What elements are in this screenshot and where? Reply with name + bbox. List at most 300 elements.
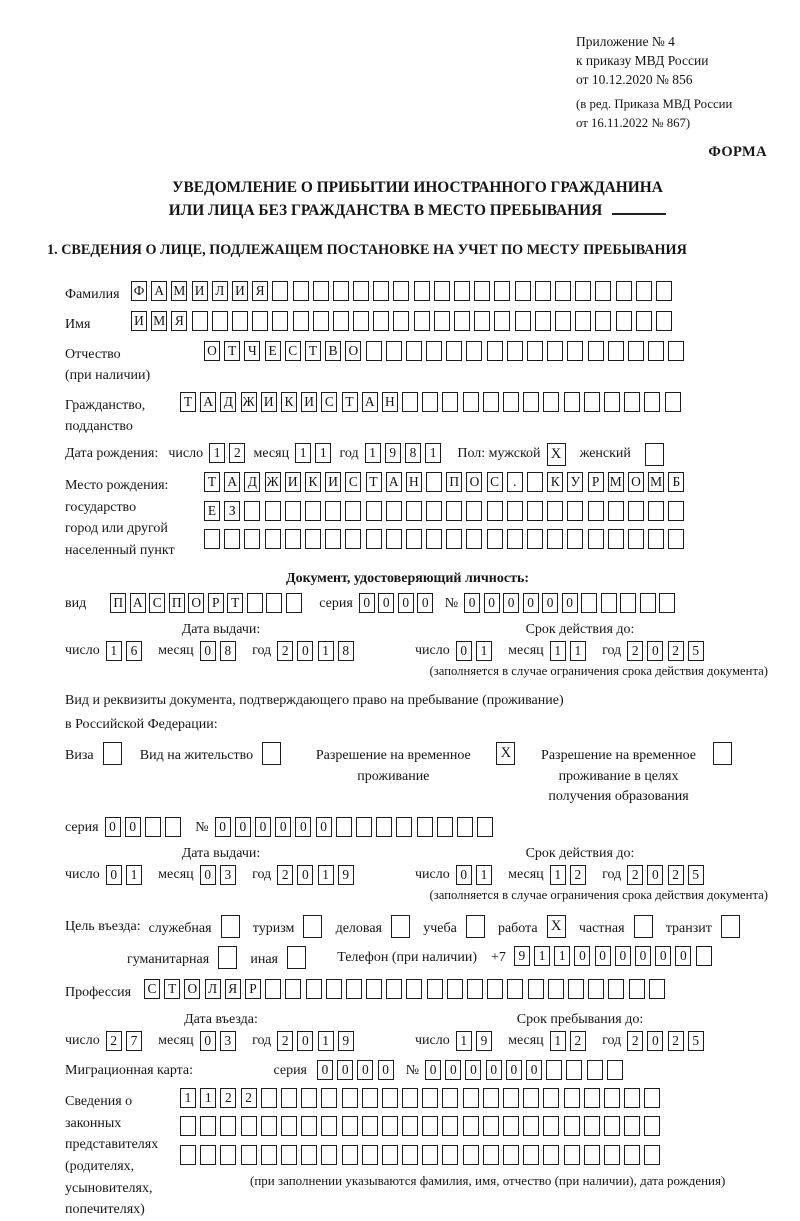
- purpose-official-checkbox[interactable]: [221, 915, 240, 938]
- entry-month-cell[interactable]: 3: [220, 1031, 236, 1051]
- residence-series-cell[interactable]: 0: [105, 817, 121, 837]
- residence-issue-month-cell[interactable]: 3: [220, 865, 236, 885]
- surname-cell[interactable]: И: [232, 281, 248, 301]
- purpose-transit-checkbox[interactable]: [721, 915, 740, 938]
- birthplace-cell[interactable]: А: [224, 472, 240, 492]
- identity-kind-cell[interactable]: [266, 593, 282, 613]
- profession-cell[interactable]: Л: [205, 979, 221, 999]
- birthplace-cell[interactable]: [446, 529, 462, 549]
- patronymic-cell[interactable]: [628, 341, 644, 361]
- patronymic-cell[interactable]: Е: [265, 341, 281, 361]
- birthplace-cell[interactable]: И: [325, 472, 341, 492]
- representative-cell[interactable]: [624, 1088, 640, 1108]
- entry-year-cell[interactable]: 1: [318, 1031, 334, 1051]
- visa-checkbox[interactable]: [103, 742, 122, 765]
- migration-number-cell[interactable]: 0: [425, 1060, 441, 1080]
- purpose-work-checkbox[interactable]: X: [547, 915, 566, 938]
- patronymic-cell[interactable]: [446, 341, 462, 361]
- residence-series-cell[interactable]: [145, 817, 161, 837]
- representative-cell[interactable]: [483, 1116, 499, 1136]
- firstname-cell[interactable]: [252, 311, 268, 331]
- residence-number-cell[interactable]: [437, 817, 453, 837]
- birth-month-cell[interactable]: 1: [295, 443, 311, 463]
- identity-number-cell[interactable]: 0: [484, 593, 500, 613]
- profession-cell[interactable]: С: [144, 979, 160, 999]
- representative-cell[interactable]: 2: [241, 1088, 257, 1108]
- stay-day-cell[interactable]: 1: [456, 1031, 472, 1051]
- identity-kind-cell[interactable]: П: [169, 593, 185, 613]
- entry-month-cell[interactable]: 0: [200, 1031, 216, 1051]
- birthplace-cell[interactable]: У: [567, 472, 583, 492]
- birthplace-cell[interactable]: П: [446, 472, 462, 492]
- identity-kind-cell[interactable]: П: [110, 593, 126, 613]
- birthplace-cell[interactable]: [608, 529, 624, 549]
- citizenship-cell[interactable]: [523, 392, 539, 412]
- identity-expiry-year-cell[interactable]: 2: [627, 641, 643, 661]
- representative-cell[interactable]: [584, 1088, 600, 1108]
- representative-cell[interactable]: [301, 1145, 317, 1165]
- birthplace-cell[interactable]: [406, 529, 422, 549]
- representative-cell[interactable]: [442, 1145, 458, 1165]
- patronymic-cell[interactable]: [668, 341, 684, 361]
- representative-cell[interactable]: [382, 1088, 398, 1108]
- residence-number-cell[interactable]: 0: [255, 817, 271, 837]
- stay-month-cell[interactable]: 2: [570, 1031, 586, 1051]
- birthplace-cell[interactable]: [507, 501, 523, 521]
- representative-cell[interactable]: [321, 1145, 337, 1165]
- representative-cell[interactable]: [241, 1145, 257, 1165]
- citizenship-cell[interactable]: [422, 392, 438, 412]
- birthplace-cell[interactable]: [668, 529, 684, 549]
- representative-cell[interactable]: [543, 1145, 559, 1165]
- citizenship-cell[interactable]: Н: [382, 392, 398, 412]
- firstname-cell[interactable]: [313, 311, 329, 331]
- representative-cell[interactable]: [564, 1116, 580, 1136]
- firstname-cell[interactable]: [232, 311, 248, 331]
- phone-cell[interactable]: 0: [615, 946, 631, 966]
- citizenship-cell[interactable]: Д: [220, 392, 236, 412]
- phone-cell[interactable]: 0: [574, 946, 590, 966]
- representative-cell[interactable]: 1: [180, 1088, 196, 1108]
- surname-cell[interactable]: М: [171, 281, 187, 301]
- phone-cell[interactable]: 0: [675, 946, 691, 966]
- surname-cell[interactable]: [656, 281, 672, 301]
- citizenship-cell[interactable]: Т: [180, 392, 196, 412]
- phone-cell[interactable]: 0: [595, 946, 611, 966]
- birthplace-cell[interactable]: [244, 529, 260, 549]
- sex-male-checkbox[interactable]: X: [547, 443, 566, 466]
- citizenship-cell[interactable]: [463, 392, 479, 412]
- surname-cell[interactable]: [636, 281, 652, 301]
- representative-cell[interactable]: [342, 1088, 358, 1108]
- birthplace-cell[interactable]: [588, 529, 604, 549]
- citizenship-cell[interactable]: [644, 392, 660, 412]
- residence-permit-checkbox[interactable]: [262, 742, 281, 765]
- patronymic-cell[interactable]: [406, 341, 422, 361]
- birth-year-cell[interactable]: 1: [425, 443, 441, 463]
- birthplace-cell[interactable]: [386, 501, 402, 521]
- profession-cell[interactable]: [366, 979, 382, 999]
- surname-cell[interactable]: [575, 281, 591, 301]
- birthplace-cell[interactable]: [305, 501, 321, 521]
- identity-number-cell[interactable]: [601, 593, 617, 613]
- representative-cell[interactable]: [281, 1088, 297, 1108]
- birthplace-cell[interactable]: [325, 529, 341, 549]
- entry-day-cell[interactable]: 7: [126, 1031, 142, 1051]
- representative-cell[interactable]: [564, 1145, 580, 1165]
- representative-cell[interactable]: [321, 1116, 337, 1136]
- migration-series-cell[interactable]: 0: [378, 1060, 394, 1080]
- representative-cell[interactable]: [624, 1145, 640, 1165]
- profession-cell[interactable]: [588, 979, 604, 999]
- representative-cell[interactable]: [543, 1116, 559, 1136]
- citizenship-cell[interactable]: [442, 392, 458, 412]
- birth-year-cell[interactable]: 8: [405, 443, 421, 463]
- residence-number-cell[interactable]: 0: [275, 817, 291, 837]
- representative-cell[interactable]: [483, 1145, 499, 1165]
- identity-issue-day-cell[interactable]: 1: [106, 641, 122, 661]
- surname-cell[interactable]: [535, 281, 551, 301]
- representative-cell[interactable]: [483, 1088, 499, 1108]
- identity-issue-year-cell[interactable]: 8: [338, 641, 354, 661]
- residence-expiry-day-cell[interactable]: 0: [456, 865, 472, 885]
- citizenship-cell[interactable]: И: [261, 392, 277, 412]
- identity-series-cell[interactable]: 0: [378, 593, 394, 613]
- profession-cell[interactable]: [265, 979, 281, 999]
- temp-residence-checkbox[interactable]: X: [496, 742, 515, 765]
- representative-cell[interactable]: [503, 1116, 519, 1136]
- firstname-cell[interactable]: [494, 311, 510, 331]
- surname-cell[interactable]: [494, 281, 510, 301]
- migration-number-cell[interactable]: 0: [445, 1060, 461, 1080]
- profession-cell[interactable]: [386, 979, 402, 999]
- birthplace-cell[interactable]: [507, 529, 523, 549]
- birth-year-cell[interactable]: 1: [365, 443, 381, 463]
- representative-cell[interactable]: [261, 1088, 277, 1108]
- identity-kind-cell[interactable]: С: [149, 593, 165, 613]
- birthplace-cell[interactable]: [567, 529, 583, 549]
- citizenship-cell[interactable]: [402, 392, 418, 412]
- citizenship-cell[interactable]: [503, 392, 519, 412]
- purpose-study-checkbox[interactable]: [466, 915, 485, 938]
- citizenship-cell[interactable]: [624, 392, 640, 412]
- representative-cell[interactable]: [523, 1116, 539, 1136]
- residence-issue-day-cell[interactable]: 1: [126, 865, 142, 885]
- surname-cell[interactable]: [353, 281, 369, 301]
- representative-cell[interactable]: [342, 1145, 358, 1165]
- birthplace-cell[interactable]: [527, 472, 543, 492]
- patronymic-cell[interactable]: [426, 341, 442, 361]
- birthplace-cell[interactable]: [466, 501, 482, 521]
- representative-cell[interactable]: [523, 1145, 539, 1165]
- migration-series-cell[interactable]: 0: [317, 1060, 333, 1080]
- birthplace-cell[interactable]: З: [224, 501, 240, 521]
- patronymic-cell[interactable]: С: [285, 341, 301, 361]
- surname-cell[interactable]: [414, 281, 430, 301]
- profession-cell[interactable]: [507, 979, 523, 999]
- surname-cell[interactable]: А: [151, 281, 167, 301]
- profession-cell[interactable]: [568, 979, 584, 999]
- birthplace-cell[interactable]: А: [386, 472, 402, 492]
- birthplace-cell[interactable]: Ж: [265, 472, 281, 492]
- birthplace-cell[interactable]: [426, 472, 442, 492]
- patronymic-cell[interactable]: [366, 341, 382, 361]
- birthplace-cell[interactable]: [547, 529, 563, 549]
- phone-cell[interactable]: 9: [514, 946, 530, 966]
- firstname-cell[interactable]: [373, 311, 389, 331]
- birthplace-cell[interactable]: [648, 529, 664, 549]
- profession-cell[interactable]: [285, 979, 301, 999]
- citizenship-cell[interactable]: С: [321, 392, 337, 412]
- birthplace-cell[interactable]: К: [547, 472, 563, 492]
- stay-year-cell[interactable]: 5: [688, 1031, 704, 1051]
- representative-cell[interactable]: [241, 1116, 257, 1136]
- citizenship-cell[interactable]: [483, 392, 499, 412]
- identity-expiry-year-cell[interactable]: 0: [647, 641, 663, 661]
- residence-issue-year-cell[interactable]: 0: [297, 865, 313, 885]
- birthplace-cell[interactable]: Т: [366, 472, 382, 492]
- representative-cell[interactable]: [644, 1116, 660, 1136]
- stay-month-cell[interactable]: 1: [550, 1031, 566, 1051]
- phone-cell[interactable]: 0: [635, 946, 651, 966]
- birthplace-cell[interactable]: [285, 501, 301, 521]
- identity-expiry-day-cell[interactable]: 1: [476, 641, 492, 661]
- firstname-cell[interactable]: [656, 311, 672, 331]
- firstname-cell[interactable]: М: [151, 311, 167, 331]
- representative-cell[interactable]: [402, 1116, 418, 1136]
- residence-issue-year-cell[interactable]: 9: [338, 865, 354, 885]
- citizenship-cell[interactable]: [604, 392, 620, 412]
- representative-cell[interactable]: [382, 1145, 398, 1165]
- birthplace-cell[interactable]: [265, 501, 281, 521]
- surname-cell[interactable]: [515, 281, 531, 301]
- firstname-cell[interactable]: [636, 311, 652, 331]
- birthplace-cell[interactable]: [325, 501, 341, 521]
- representative-cell[interactable]: [422, 1116, 438, 1136]
- patronymic-cell[interactable]: [648, 341, 664, 361]
- phone-cell[interactable]: 0: [655, 946, 671, 966]
- patronymic-cell[interactable]: [547, 341, 563, 361]
- birthplace-cell[interactable]: М: [608, 472, 624, 492]
- stay-year-cell[interactable]: 2: [668, 1031, 684, 1051]
- residence-issue-month-cell[interactable]: 0: [200, 865, 216, 885]
- representative-cell[interactable]: [261, 1145, 277, 1165]
- representative-cell[interactable]: [422, 1145, 438, 1165]
- birthplace-cell[interactable]: [345, 501, 361, 521]
- identity-issue-year-cell[interactable]: 2: [277, 641, 293, 661]
- citizenship-cell[interactable]: [584, 392, 600, 412]
- patronymic-cell[interactable]: [608, 341, 624, 361]
- residence-expiry-year-cell[interactable]: 5: [688, 865, 704, 885]
- temp-residence-education-checkbox[interactable]: [713, 742, 732, 765]
- identity-expiry-day-cell[interactable]: 0: [456, 641, 472, 661]
- purpose-humanitarian-checkbox[interactable]: [218, 946, 237, 969]
- birth-day-cell[interactable]: 1: [209, 443, 225, 463]
- residence-expiry-month-cell[interactable]: 2: [570, 865, 586, 885]
- identity-issue-year-cell[interactable]: 1: [318, 641, 334, 661]
- identity-expiry-year-cell[interactable]: 2: [668, 641, 684, 661]
- identity-series-cell[interactable]: 0: [417, 593, 433, 613]
- firstname-cell[interactable]: [192, 311, 208, 331]
- firstname-cell[interactable]: [414, 311, 430, 331]
- residence-number-cell[interactable]: 0: [215, 817, 231, 837]
- representative-cell[interactable]: [624, 1116, 640, 1136]
- profession-cell[interactable]: [326, 979, 342, 999]
- identity-kind-cell[interactable]: [286, 593, 302, 613]
- birthplace-cell[interactable]: [668, 501, 684, 521]
- residence-number-cell[interactable]: [477, 817, 493, 837]
- representative-cell[interactable]: [503, 1088, 519, 1108]
- representative-cell[interactable]: [402, 1088, 418, 1108]
- representative-cell[interactable]: [442, 1088, 458, 1108]
- stay-year-cell[interactable]: 0: [647, 1031, 663, 1051]
- birthplace-cell[interactable]: [588, 501, 604, 521]
- representative-cell[interactable]: [644, 1145, 660, 1165]
- profession-cell[interactable]: [487, 979, 503, 999]
- surname-cell[interactable]: [555, 281, 571, 301]
- representative-cell[interactable]: [342, 1116, 358, 1136]
- birthplace-cell[interactable]: [628, 501, 644, 521]
- residence-issue-year-cell[interactable]: 1: [318, 865, 334, 885]
- representative-cell[interactable]: [362, 1088, 378, 1108]
- representative-cell[interactable]: [382, 1116, 398, 1136]
- representative-cell[interactable]: [180, 1116, 196, 1136]
- surname-cell[interactable]: Я: [252, 281, 268, 301]
- firstname-cell[interactable]: [272, 311, 288, 331]
- surname-cell[interactable]: [333, 281, 349, 301]
- purpose-business-checkbox[interactable]: [391, 915, 410, 938]
- representative-cell[interactable]: [281, 1145, 297, 1165]
- residence-issue-day-cell[interactable]: 0: [106, 865, 122, 885]
- birthplace-cell[interactable]: С: [345, 472, 361, 492]
- profession-cell[interactable]: [447, 979, 463, 999]
- residence-series-cell[interactable]: [165, 817, 181, 837]
- migration-series-cell[interactable]: 0: [357, 1060, 373, 1080]
- patronymic-cell[interactable]: [507, 341, 523, 361]
- birthplace-cell[interactable]: [305, 529, 321, 549]
- representative-cell[interactable]: [220, 1145, 236, 1165]
- surname-cell[interactable]: [595, 281, 611, 301]
- birthplace-cell[interactable]: [204, 529, 220, 549]
- migration-number-cell[interactable]: [607, 1060, 623, 1080]
- birthplace-cell[interactable]: Д: [244, 472, 260, 492]
- birthplace-cell[interactable]: [386, 529, 402, 549]
- entry-year-cell[interactable]: 9: [338, 1031, 354, 1051]
- birthplace-cell[interactable]: С: [487, 472, 503, 492]
- migration-series-cell[interactable]: 0: [337, 1060, 353, 1080]
- birthplace-cell[interactable]: [244, 501, 260, 521]
- surname-cell[interactable]: [434, 281, 450, 301]
- purpose-private-checkbox[interactable]: [634, 915, 653, 938]
- birthplace-cell[interactable]: [406, 501, 422, 521]
- identity-series-cell[interactable]: 0: [398, 593, 414, 613]
- firstname-cell[interactable]: [212, 311, 228, 331]
- birthplace-cell[interactable]: [426, 529, 442, 549]
- identity-kind-cell[interactable]: [247, 593, 263, 613]
- representative-cell[interactable]: [564, 1088, 580, 1108]
- entry-year-cell[interactable]: 2: [277, 1031, 293, 1051]
- citizenship-cell[interactable]: [665, 392, 681, 412]
- identity-number-cell[interactable]: 0: [503, 593, 519, 613]
- profession-cell[interactable]: [467, 979, 483, 999]
- citizenship-cell[interactable]: [564, 392, 580, 412]
- patronymic-cell[interactable]: [588, 341, 604, 361]
- sex-female-checkbox[interactable]: [645, 443, 664, 466]
- residence-number-cell[interactable]: 0: [235, 817, 251, 837]
- birthplace-cell[interactable]: [628, 529, 644, 549]
- firstname-cell[interactable]: [293, 311, 309, 331]
- residence-number-cell[interactable]: [417, 817, 433, 837]
- birthplace-cell[interactable]: .: [507, 472, 523, 492]
- identity-number-cell[interactable]: [581, 593, 597, 613]
- identity-series-cell[interactable]: 0: [359, 593, 375, 613]
- migration-number-cell[interactable]: 0: [506, 1060, 522, 1080]
- residence-number-cell[interactable]: 0: [316, 817, 332, 837]
- representative-cell[interactable]: [402, 1145, 418, 1165]
- identity-kind-cell[interactable]: Р: [208, 593, 224, 613]
- firstname-cell[interactable]: [535, 311, 551, 331]
- purpose-other-checkbox[interactable]: [287, 946, 306, 969]
- representative-cell[interactable]: [442, 1116, 458, 1136]
- citizenship-cell[interactable]: И: [301, 392, 317, 412]
- surname-cell[interactable]: [272, 281, 288, 301]
- birthplace-cell[interactable]: Р: [588, 472, 604, 492]
- residence-expiry-month-cell[interactable]: 1: [550, 865, 566, 885]
- profession-cell[interactable]: [528, 979, 544, 999]
- representative-cell[interactable]: [200, 1145, 216, 1165]
- residence-expiry-year-cell[interactable]: 0: [647, 865, 663, 885]
- citizenship-cell[interactable]: Т: [342, 392, 358, 412]
- surname-cell[interactable]: [474, 281, 490, 301]
- patronymic-cell[interactable]: Т: [224, 341, 240, 361]
- representative-cell[interactable]: 2: [220, 1088, 236, 1108]
- representative-cell[interactable]: [301, 1088, 317, 1108]
- birthplace-cell[interactable]: [547, 501, 563, 521]
- title-blank-underline[interactable]: [612, 202, 666, 215]
- representative-cell[interactable]: [523, 1088, 539, 1108]
- birthplace-cell[interactable]: [426, 501, 442, 521]
- residence-number-cell[interactable]: [376, 817, 392, 837]
- residence-expiry-year-cell[interactable]: 2: [627, 865, 643, 885]
- representative-cell[interactable]: [543, 1088, 559, 1108]
- representative-cell[interactable]: [644, 1088, 660, 1108]
- representative-cell[interactable]: [362, 1116, 378, 1136]
- representative-cell[interactable]: [362, 1145, 378, 1165]
- birthplace-cell[interactable]: Н: [406, 472, 422, 492]
- firstname-cell[interactable]: Я: [171, 311, 187, 331]
- representative-cell[interactable]: [604, 1145, 620, 1165]
- migration-number-cell[interactable]: 0: [465, 1060, 481, 1080]
- residence-issue-year-cell[interactable]: 2: [277, 865, 293, 885]
- identity-expiry-month-cell[interactable]: 1: [550, 641, 566, 661]
- birthplace-cell[interactable]: [265, 529, 281, 549]
- identity-number-cell[interactable]: 0: [523, 593, 539, 613]
- residence-expiry-day-cell[interactable]: 1: [476, 865, 492, 885]
- birthplace-cell[interactable]: [224, 529, 240, 549]
- birthplace-cell[interactable]: [527, 529, 543, 549]
- birth-year-cell[interactable]: 9: [385, 443, 401, 463]
- identity-kind-cell[interactable]: О: [188, 593, 204, 613]
- representative-cell[interactable]: [463, 1116, 479, 1136]
- firstname-cell[interactable]: [434, 311, 450, 331]
- birthplace-cell[interactable]: [366, 529, 382, 549]
- firstname-cell[interactable]: [595, 311, 611, 331]
- birthplace-cell[interactable]: Е: [204, 501, 220, 521]
- identity-expiry-month-cell[interactable]: 1: [570, 641, 586, 661]
- representative-cell[interactable]: [261, 1116, 277, 1136]
- residence-number-cell[interactable]: [396, 817, 412, 837]
- residence-number-cell[interactable]: [457, 817, 473, 837]
